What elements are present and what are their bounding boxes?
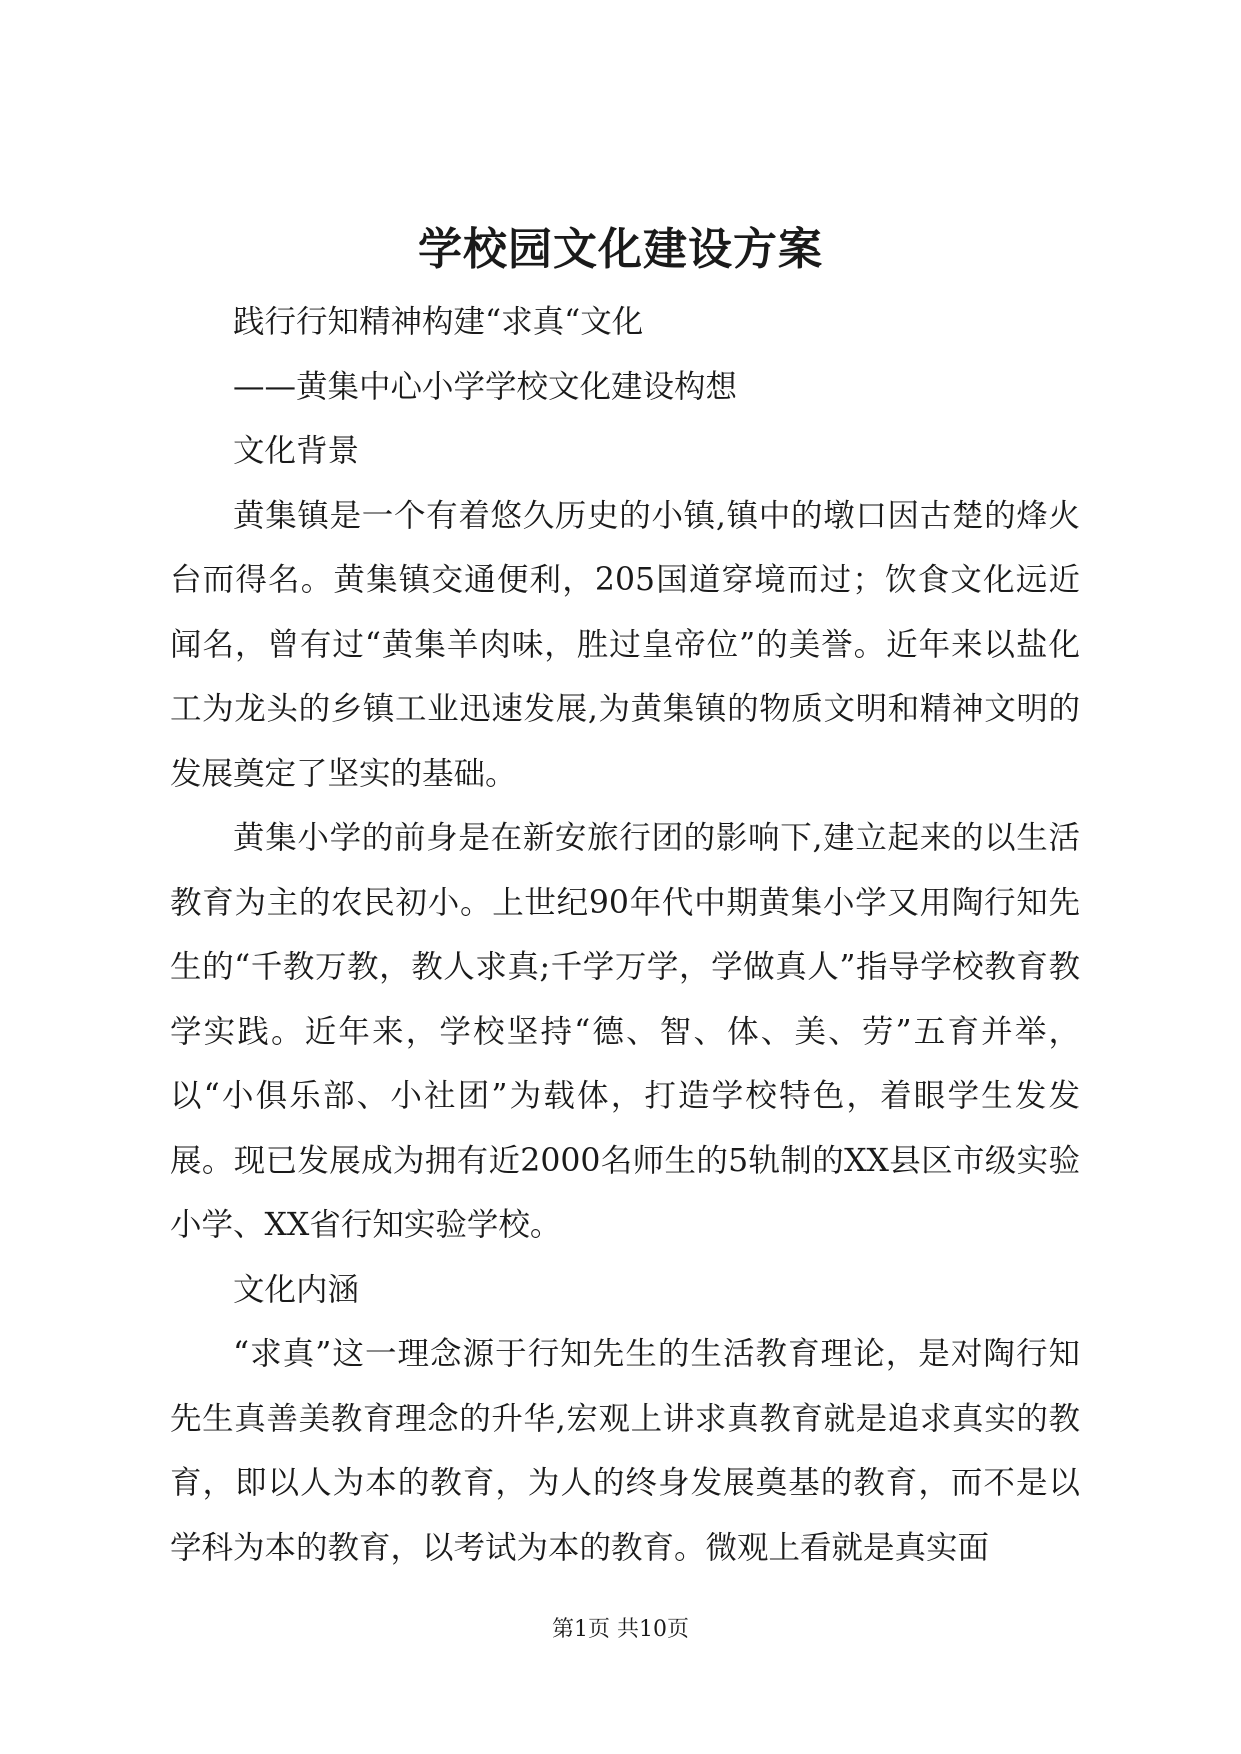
body-paragraph: “求真”这一理念源于行知先生的生活教育理论，是对陶行知先生真善美教育理念的升华,宏观上讲求真教育就是追求真实的教育，即以人为本的教育，为人的终身发展奠基的教育，而不是以学科为本的教育，以考试为本的教育。微观上看就是真实面 [170, 1336, 1080, 1566]
body-paragraph: 黄集小学的前身是在新安旅行团的影响下,建立起来的以生活教育为主的农民初小。上世纪90年代中期黄集小学又用陶行知先生的“千教万教，教人求真;千学万学，学做真人”指导学校教育教学实践。近年来，学校坚持“德、智、体、美、劳”五育并举，以“小俱乐部、小社团”为载体，打造学校特色，着眼学生发发展。现已发展成为拥有近2000名师生的5轨制的XX县区市级实验小学、XX省行知实验学校。 [170, 820, 1080, 1243]
subtitle-line: 践行行知精神构建“求真“文化 [233, 304, 644, 340]
section-heading: 文化背景 [233, 433, 360, 469]
body-paragraph: 黄集镇是一个有着悠久历史的小镇,镇中的墩口因古楚的烽火台而得名。黄集镇交通便利，205国道穿境而过；饮食文化远近闻名，曾有过“黄集羊肉味，胜过皇帝位”的美誉。近年来以盐化工为龙头的乡镇工业迅速发展,为黄集镇的物质文明和精神文明的发展奠定了坚实的基础。 [170, 497, 1080, 792]
page-number-footer: 第1页 共10页 [552, 1617, 689, 1642]
document-title: 学校园文化建设方案 [418, 224, 823, 275]
section-heading: 文化内涵 [233, 1271, 360, 1308]
subtitle-line: ——黄集中心小学学校文化建设构想 [233, 368, 738, 405]
document-body [170, 290, 1080, 1580]
